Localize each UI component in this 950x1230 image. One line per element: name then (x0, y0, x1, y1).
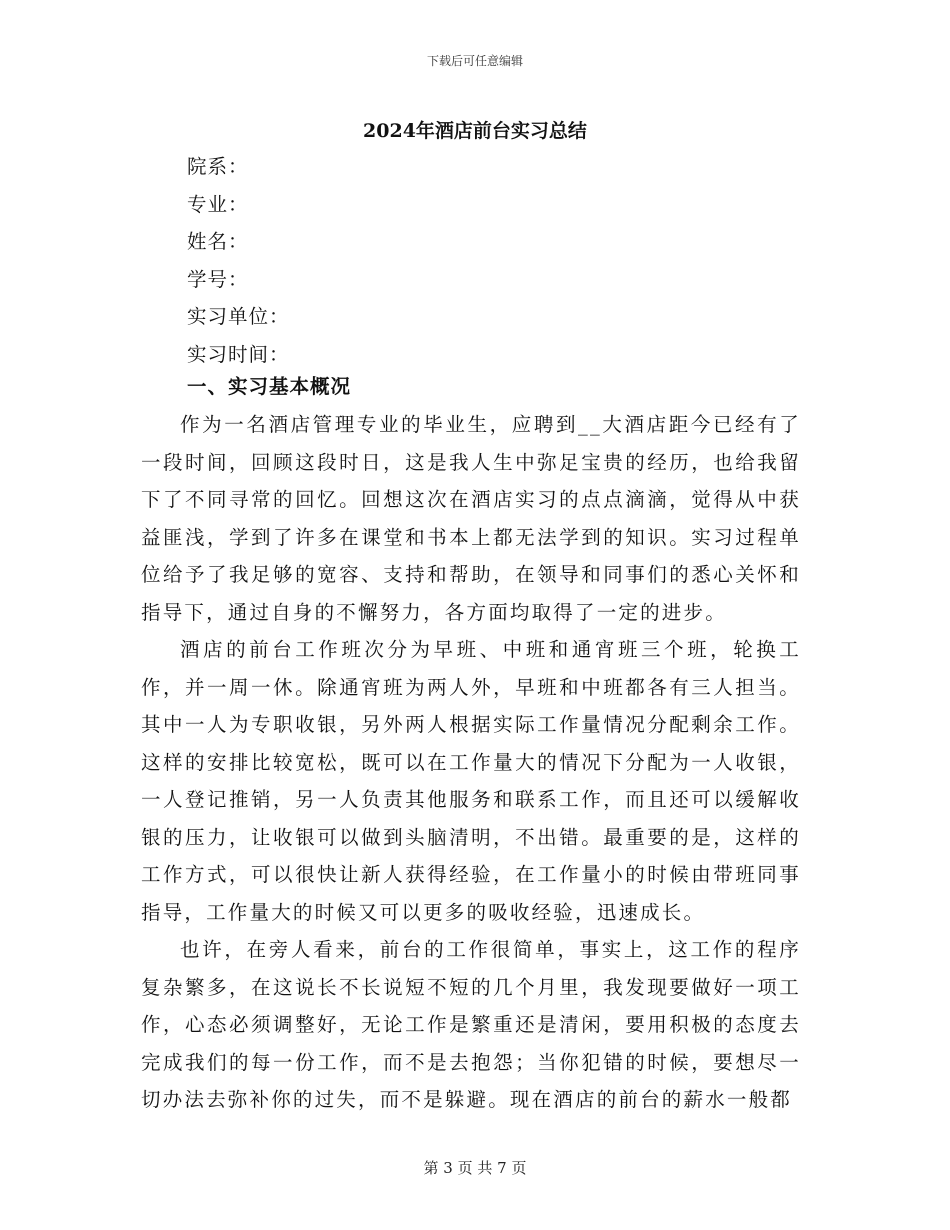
page-header-note: 下载后可任意编辑 (426, 54, 523, 68)
body-paragraph: 酒店的前台工作班次分为早班、中班和通宵班三个班，轮换工作，并一周一休。除通宵班为两人外，早班和中班都各有三人担当。其中一人为专职收银，另外两人根据实际工作量情况分配剩余工作。这样的安排比较宽松，既可以在工作量大的情况下分配为一人收银，一人登记推销，另一人负责其他服务和联系工作，而且还可以缓解收银的压力，让收银可以做到头脑清明，不出错。最重要的是，这样的工作方式，可以很快让新人获得经验，在工作量小的时候由带班同事指导，工作量大的时候又可以更多的吸收经验，迅速成长。 (141, 638, 801, 924)
field-internship-time: 实习时间： (187, 342, 290, 366)
field-internship-unit: 实习单位： (187, 305, 290, 328)
field-major: 专业： (187, 192, 249, 216)
field-student-id: 学号： (187, 267, 249, 291)
page-number: 第 3 页 共 7 页 (423, 1159, 527, 1177)
body-text (141, 406, 801, 1119)
body-paragraph: 作为一名酒店管理专业的毕业生，应聘到__大酒店距今已经有了一段时间，回顾这段时日，这是我人生中弥足宝贵的经历，也给我留下了不同寻常的回忆。回想这次在酒店实习的点点滴滴，觉得从中获益匪浅，学到了许多在课堂和书本上都无法学到的知识。实习过程单位给予了我足够的宽容、支持和帮助，在领导和同事们的悉心关怀和指导下，通过自身的不懈努力，各方面均取得了一定的进步。 (141, 413, 801, 624)
field-department: 院系： (187, 155, 249, 178)
section-heading: 一、实习基本概况 (187, 375, 352, 398)
document-title: 2024年酒店前台实习总结 (363, 120, 587, 142)
field-name: 姓名： (187, 230, 249, 253)
info-field-list (187, 148, 290, 373)
body-paragraph: 也许，在旁人看来，前台的工作很简单，事实上，这工作的程序复杂繁多，在这说长不长说短不短的几个月里，我发现要做好一项工作，心态必须调整好，无论工作是繁重还是清闲，要用积极的态度去完成我们的每一份工作，而不是去抱怨；当你犯错的时候，要想尽一切办法去弥补你的过失，而不是躲避。现在酒店的前台的薪水一般都 (141, 938, 801, 1111)
